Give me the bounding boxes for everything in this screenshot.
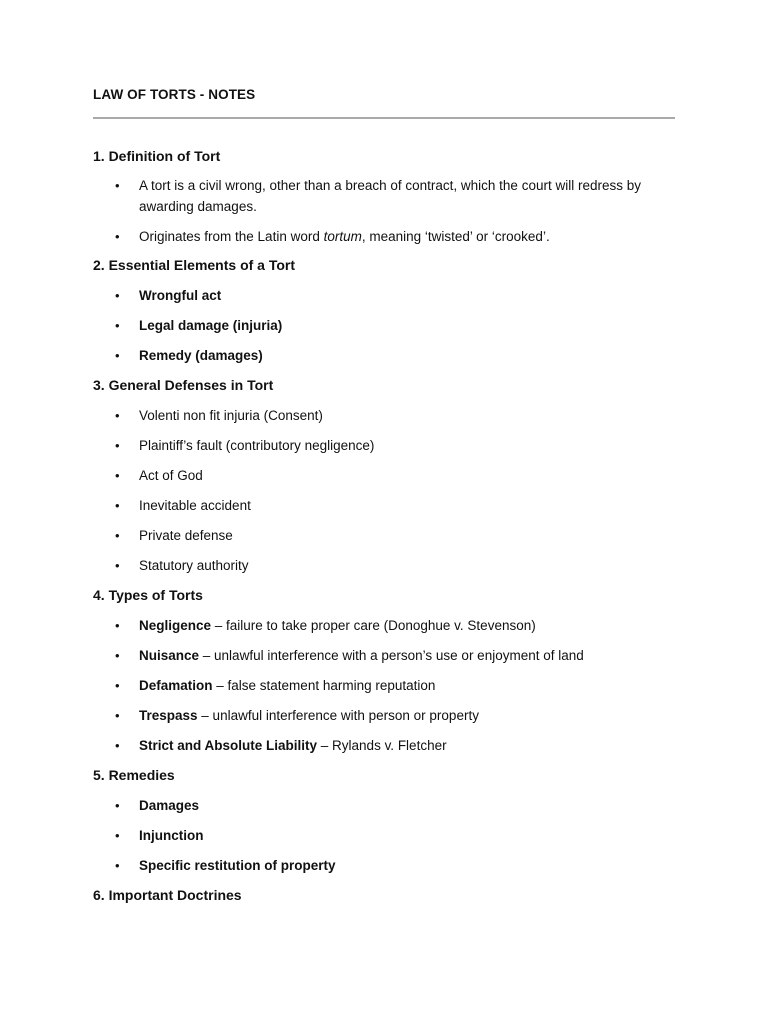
item-text: Plaintiff’s fault (contributory negligence) [139,438,375,453]
bullet-icon: • [115,468,120,483]
section-heading: 3. General Defenses in Tort [93,377,274,393]
bullet-icon: • [115,738,120,753]
item-text-post: , meaning ‘twisted’ or ‘crooked’. [361,229,550,244]
list-item [93,345,675,366]
item-term: Defamation [139,678,213,693]
item-term: Remedy (damages) [139,348,263,363]
section-heading: 4. Types of Torts [93,587,203,603]
list-item [93,435,675,456]
bullet-icon: • [115,348,120,363]
list-item [93,315,675,336]
bullet-icon: • [115,528,120,543]
bullet-icon: • [115,798,120,813]
item-desc: – failure to take proper care (Donoghue v. Stevenson) [211,618,536,633]
item-term: Legal damage (injuria) [139,318,283,333]
section-essential-elements [93,255,675,366]
list-item [93,705,675,726]
bullet-list [93,795,675,876]
section-heading: 5. Remedies [93,767,175,783]
item-term: Wrongful act [139,288,222,303]
item-text: A tort is a civil wrong, other than a breach of contract, which the court will redress by awarding damages. [139,178,641,214]
item-text: Statutory authority [139,558,249,573]
list-item [93,645,675,666]
list-item [93,825,675,846]
list-item [93,405,675,426]
section-types-of-torts [93,585,675,756]
list-item [93,675,675,696]
section-remedies [93,765,675,876]
title-divider [93,117,675,119]
bullet-icon: • [115,438,120,453]
list-item [93,615,675,636]
bullet-list [93,405,675,576]
item-text: Act of God [139,468,203,483]
list-item [93,465,675,486]
item-term: Strict and Absolute Liability [139,738,318,753]
bullet-icon: • [115,708,120,723]
bullet-icon: • [115,318,120,333]
item-text-pre: Originates from the Latin word [139,229,324,244]
list-item [93,795,675,816]
bullet-icon: • [115,178,120,193]
bullet-list [93,175,675,247]
bullet-icon: • [115,828,120,843]
item-term: Nuisance [139,648,200,663]
bullet-list [93,615,675,756]
item-term: Specific restitution of property [139,858,336,873]
document-title: LAW OF TORTS - NOTES [93,87,256,102]
list-item [93,735,675,756]
bullet-icon: • [115,498,120,513]
section-heading: 1. Definition of Tort [93,148,221,164]
section-general-defenses [93,375,675,576]
bullet-list [93,285,675,366]
list-item [93,495,675,516]
section-heading: 2. Essential Elements of a Tort [93,257,296,273]
bullet-icon: • [115,858,120,873]
item-desc: – unlawful interference with a person’s use or enjoyment of land [199,648,584,663]
item-text-italic: tortum [323,229,362,244]
section-heading: 6. Important Doctrines [93,887,242,903]
item-desc: – Rylands v. Fletcher [317,738,447,753]
section-important-doctrines [93,885,675,905]
list-item [93,555,675,576]
list-item [93,175,675,217]
bullet-icon: • [115,618,120,633]
list-item [93,855,675,876]
bullet-icon: • [115,558,120,573]
item-desc: – false statement harming reputation [212,678,436,693]
item-term: Injunction [139,828,204,843]
item-desc: – unlawful interference with person or property [197,708,479,723]
bullet-icon: • [115,229,120,244]
bullet-icon: • [115,648,120,663]
bullet-icon: • [115,678,120,693]
bullet-icon: • [115,288,120,303]
list-item [93,285,675,306]
list-item [93,525,675,546]
notes-body [93,146,675,905]
item-text: Private defense [139,528,233,543]
item-term: Trespass [139,708,198,723]
item-text: Inevitable accident [139,498,251,513]
item-term: Damages [139,798,200,813]
bullet-icon: • [115,408,120,423]
item-text: Volenti non fit injuria (Consent) [139,408,323,423]
item-term: Negligence [139,618,212,633]
section-definition-of-tort [93,146,675,247]
list-item [93,226,675,247]
